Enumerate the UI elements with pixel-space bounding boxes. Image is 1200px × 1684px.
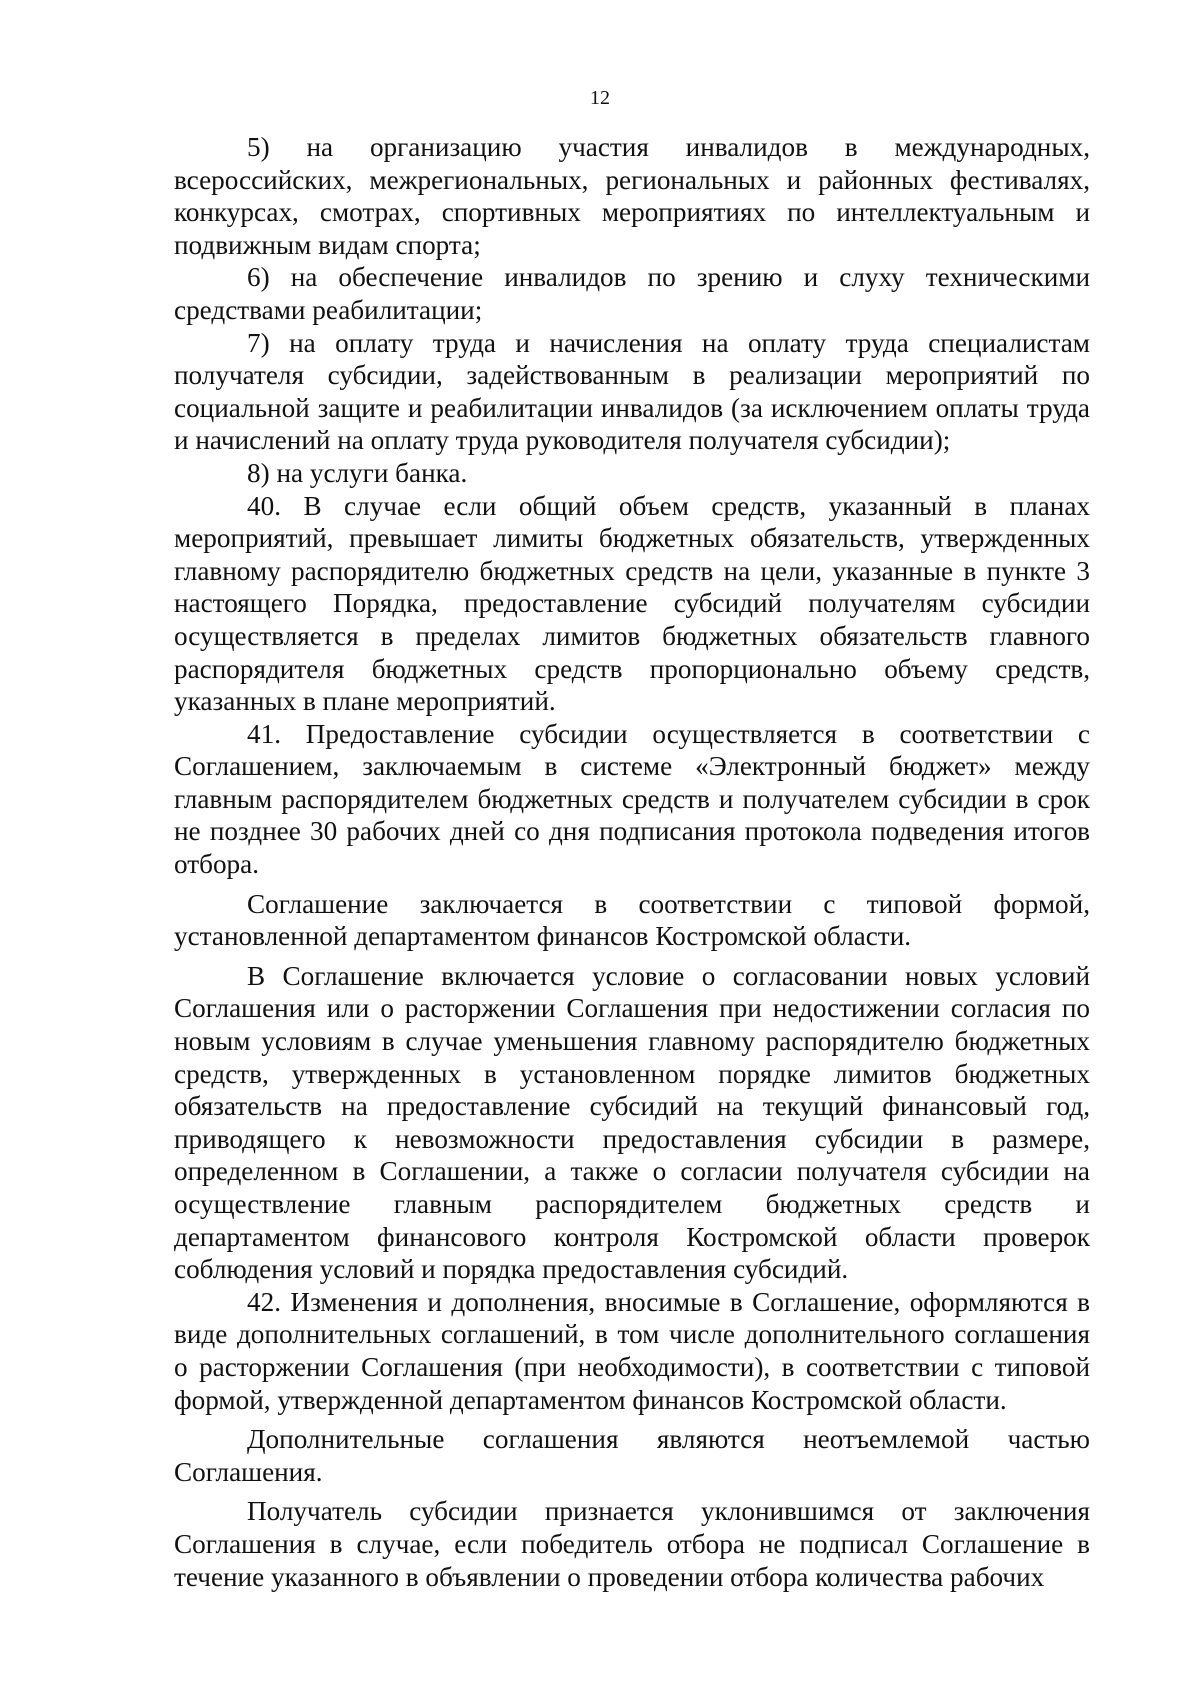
- document-body: [174, 131, 1090, 1593]
- paragraph-evasion: Получатель субсидии признается уклонившимся от заключения Соглашения в случае, если победитель отбора не подписал Соглашение в течение указанного в объявлении о проведении отбора количества рабочих: [174, 1496, 1090, 1592]
- paragraph-agreement-conditions: В Соглашение включается условие о согласовании новых условий Соглашения или о расторжении Соглашения при недостижении согласия по новым условиям в случае уменьшения главному распорядителю бюджетных средств, утвержденных в установленном порядке лимитов бюджетных обязательств на предоставление субсидий на текущий финансовый год, приводящего к невозможности предоставления субсидии в размере, определенном в Соглашении, а также о согласии получателя субсидии на осуществление главным распорядителем бюджетных средств и департаментом финансового контроля Костромской области проверок соблюдения условий и порядка предоставления субсидий.: [174, 960, 1090, 1285]
- paragraph-item-6: 6) на обеспечение инвалидов по зрению и слуху техническими средствами реабилитации;: [174, 262, 1090, 325]
- paragraph-clause-42: 42. Изменения и дополнения, вносимые в Соглашение, оформляются в виде дополнительных соглашений, в том числе дополнительного соглашения о расторжении Соглашения (при необходимости), в соответствии с типовой формой, утвержденной департаментом финансов Костромской области.: [174, 1286, 1090, 1415]
- paragraph-clause-40: 40. В случае если общий объем средств, указанный в планах мероприятий, превышает лимиты бюджетных обязательств, утвержденных главному распорядителю бюджетных средств на цели, указанные в пункте 3 настоящего Порядка, предоставление субсидий получателям субсидии осуществляется в пределах лимитов бюджетных обязательств главного распорядителя бюджетных средств пропорционально объему средств, указанных в плане мероприятий.: [174, 490, 1090, 717]
- paragraph-agreement-form: Соглашение заключается в соответствии с типовой формой, установленной департаментом финансов Костромской области.: [174, 888, 1090, 952]
- paragraph-additional-agreements: Дополнительные соглашения являются неотъемлемой частью Соглашения.: [174, 1424, 1090, 1487]
- paragraph-item-5: 5) на организацию участия инвалидов в международных, всероссийских, межрегиональных, региональных и районных фестивалях, конкурсах, смотрах, спортивных мероприятиях по интеллектуальным и подвижным видам спорта;: [174, 132, 1090, 260]
- page-number: 12: [590, 87, 610, 109]
- paragraph-clause-41: 41. Предоставление субсидии осуществляется в соответствии с Соглашением, заключаемым в системе «Электронный бюджет» между главным распорядителем бюджетных средств и получателем субсидии в срок не позднее 30 рабочих дней со дня подписания протокола подведения итогов отбора.: [174, 718, 1090, 880]
- paragraph-item-8: 8) на услуги банка.: [247, 457, 468, 488]
- paragraph-item-7: 7) на оплату труда и начисления на оплату труда специалистам получателя субсидии, задействованным в реализации мероприятий по социальной защите и реабилитации инвалидов (за исключением оплаты труда и начислений на оплату труда руководителя получателя субсидии);: [174, 327, 1090, 456]
